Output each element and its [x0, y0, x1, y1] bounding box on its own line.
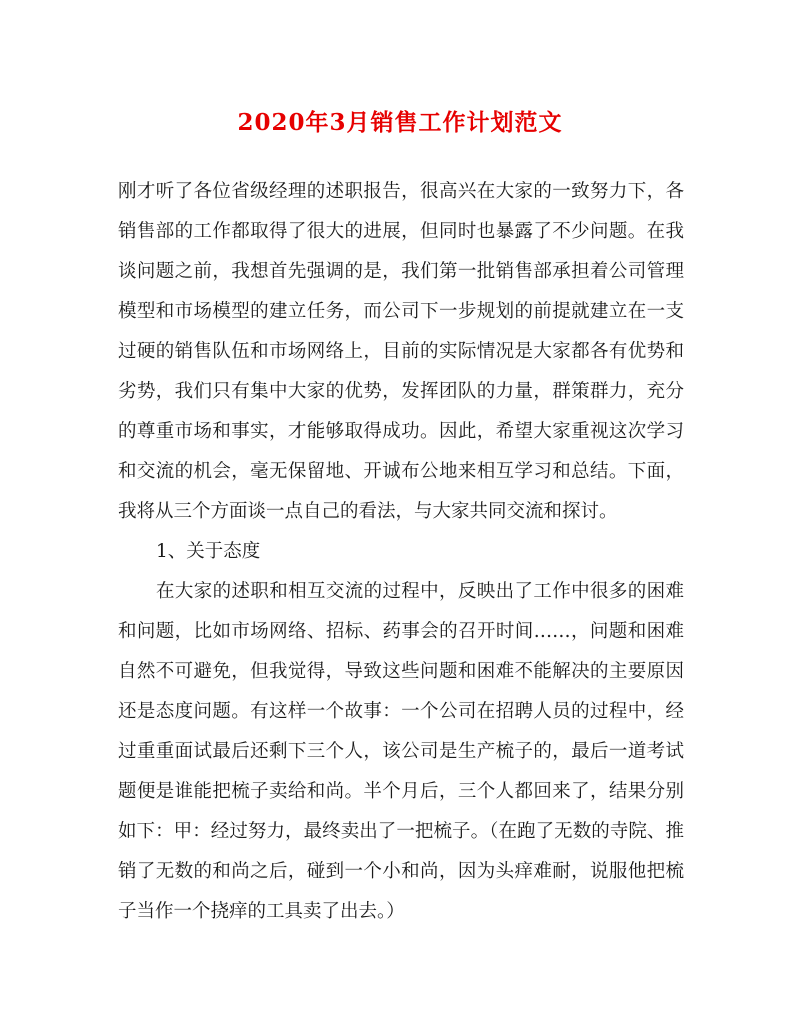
document-body [118, 172, 684, 932]
text-line: 销了无数的和尚之后，碰到一个小和尚，因为头痒难耐，说服他把梳 [118, 861, 684, 882]
text-line: 我将从三个方面谈一点自己的看法，与大家共同交流和探讨。 [118, 501, 618, 522]
text-line: 题便是谁能把梳子卖给和尚。半个月后，三个人都回来了，结果分别 [118, 781, 684, 802]
text-line: 在大家的述职和相互交流的过程中，反映出了工作中很多的困难 [156, 581, 684, 602]
text-line: 如下：甲：经过努力，最终卖出了一把梳子。（在跑了无数的寺院、推 [118, 821, 684, 842]
text-line: 模型和市场模型的建立任务，而公司下一步规划的前提就建立在一支 [118, 301, 684, 322]
text-line: 谈问题之前，我想首先强调的是，我们第一批销售部承担着公司管理 [118, 261, 684, 282]
text-line: 子当作一个挠痒的工具卖了出去。） [118, 901, 405, 922]
text-line: 过重重面试最后还剩下三个人，该公司是生产梳子的，最后一道考试 [118, 741, 684, 762]
document-title: 2020年3月销售工作计划范文 [237, 109, 563, 136]
text-line: 和问题，比如市场网络、招标、药事会的召开时间……，问题和困难 [118, 621, 684, 642]
text-line: 劣势，我们只有集中大家的优势，发挥团队的力量，群策群力，充分 [118, 381, 684, 402]
text-line: 过硬的销售队伍和市场网络上，目前的实际情况是大家都各有优势和 [118, 341, 684, 362]
text-line: 还是态度问题。有这样一个故事：一个公司在招聘人员的过程中，经 [118, 701, 684, 722]
text-line: 的尊重市场和事实，才能够取得成功。因此，希望大家重视这次学习 [118, 421, 684, 442]
text-line: 刚才听了各位省级经理的述职报告，很高兴在大家的一致努力下，各 [118, 181, 684, 202]
text-line: 自然不可避免，但我觉得，导致这些问题和困难不能解决的主要原因 [118, 661, 684, 682]
text-line: 销售部的工作都取得了很大的进展，但同时也暴露了不少问题。在我 [118, 221, 684, 242]
text-line: 和交流的机会，毫无保留地、开诚布公地来相互学习和总结。下面， [118, 461, 684, 482]
section-heading: 1、关于态度 [156, 541, 261, 562]
